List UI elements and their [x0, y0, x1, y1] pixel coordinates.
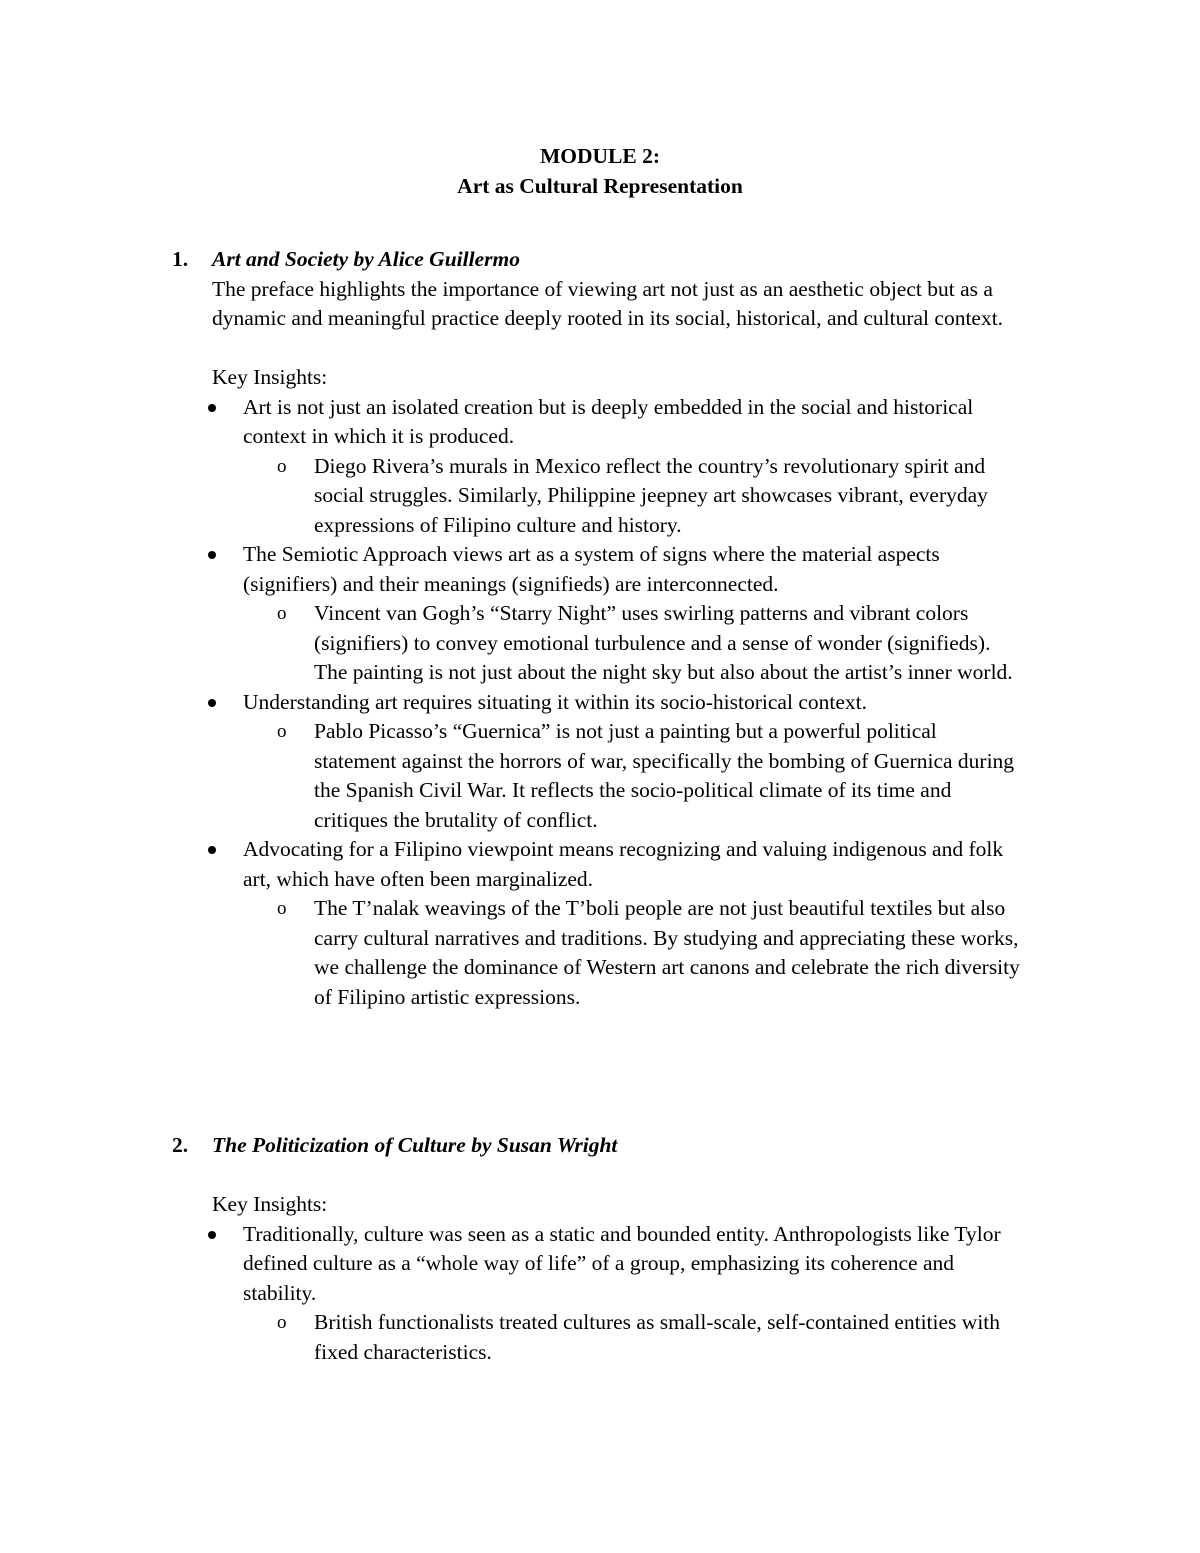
section-number: 1.	[172, 247, 189, 271]
section-number: 2.	[172, 1133, 189, 1157]
list-item	[172, 835, 1023, 1012]
list-item	[172, 1220, 1023, 1368]
sub-bullet-text: The T’nalak weavings of the T’boli people are not just beautiful textiles but also carry cultural narratives and traditions. By studying and appreciating these works, we challenge the dominance of Western art canons and celebrate the rich diversity of Filipino artistic expressions.	[314, 896, 1020, 1009]
bullet-text: Understanding art requires situating it within its socio-historical context.	[243, 689, 867, 714]
bullet-icon	[208, 404, 216, 412]
sub-list-item	[243, 599, 1022, 688]
sub-list-item	[243, 894, 1022, 1012]
key-insights-label: Key Insights:	[212, 1192, 328, 1216]
sub-list-item	[243, 1308, 1022, 1367]
sub-bullet-icon: o	[277, 898, 287, 919]
bullet-text: The Semiotic Approach views art as a system of signs where the material aspects (signifiers) and their meanings (signifieds) are interconnected.	[243, 542, 940, 596]
section-2	[172, 1131, 1072, 1367]
module-title: Art as Cultural Representation	[457, 174, 743, 198]
bullet-text: Art is not just an isolated creation but is deeply embedded in the social and historical context in which it is produced.	[243, 394, 974, 448]
sub-bullet-icon: o	[277, 721, 287, 742]
sub-bullet-text: British functionalists treated cultures as small-scale, self-contained entities with fixed characteristics.	[314, 1310, 1001, 1364]
sub-list-item	[243, 452, 1022, 541]
sub-bullet-text: Vincent van Gogh’s “Starry Night” uses swirling patterns and vibrant colors (signifiers) to convey emotional turbulence and a sense of wonder (signifieds). The painting is not just about the night sky but also about the artist’s inner world.	[314, 601, 1013, 684]
bullet-text: Advocating for a Filipino viewpoint means recognizing and valuing indigenous and folk art, which have often been marginalized.	[243, 837, 1004, 891]
document-header	[0, 141, 1200, 201]
section-heading	[172, 245, 1072, 275]
sub-bullet-text: Pablo Picasso’s “Guernica” is not just a painting but a powerful political statement against the horrors of war, specifically the bombing of Guernica during the Spanish Civil War. It reflects the socio-political climate of its time and critiques the brutality of conflict.	[314, 719, 1015, 832]
sub-bullet-icon: o	[277, 455, 287, 477]
module-label: MODULE 2:	[539, 144, 661, 168]
key-insights-label: Key Insights:	[212, 365, 328, 389]
list-item	[172, 688, 1023, 836]
section-title: Art and Society by Alice Guillermo	[212, 247, 520, 271]
insights-list	[172, 393, 1072, 1013]
bullet-icon	[208, 1231, 216, 1239]
section-1	[172, 245, 1072, 1012]
section-heading	[172, 1131, 1072, 1161]
list-item	[172, 540, 1023, 688]
sub-bullet-icon: o	[277, 1312, 287, 1333]
sub-bullet-text: Diego Rivera’s murals in Mexico reflect the country’s revolutionary spirit and social struggles. Similarly, Philippine jeepney art showcases vibrant, everyday expressions of Filipino culture and history.	[314, 453, 988, 537]
insights-list	[172, 1220, 1072, 1368]
bullet-text: Traditionally, culture was seen as a static and bounded entity. Anthropologists like Tylor defined culture as a “whole way of life” of a group, emphasizing its coherence and stability.	[243, 1221, 1001, 1305]
section-preface: The preface highlights the importance of viewing art not just as an aesthetic object but as a dynamic and meaningful practice deeply rooted in its social, historical, and cultural context.	[212, 276, 1004, 330]
sub-list-item	[243, 717, 1022, 835]
section-title: The Politicization of Culture by Susan Wright	[212, 1133, 618, 1157]
bullet-icon	[208, 551, 216, 559]
bullet-icon	[208, 846, 216, 854]
list-item	[172, 393, 1023, 541]
bullet-icon	[208, 699, 216, 707]
sub-bullet-icon: o	[277, 603, 287, 624]
